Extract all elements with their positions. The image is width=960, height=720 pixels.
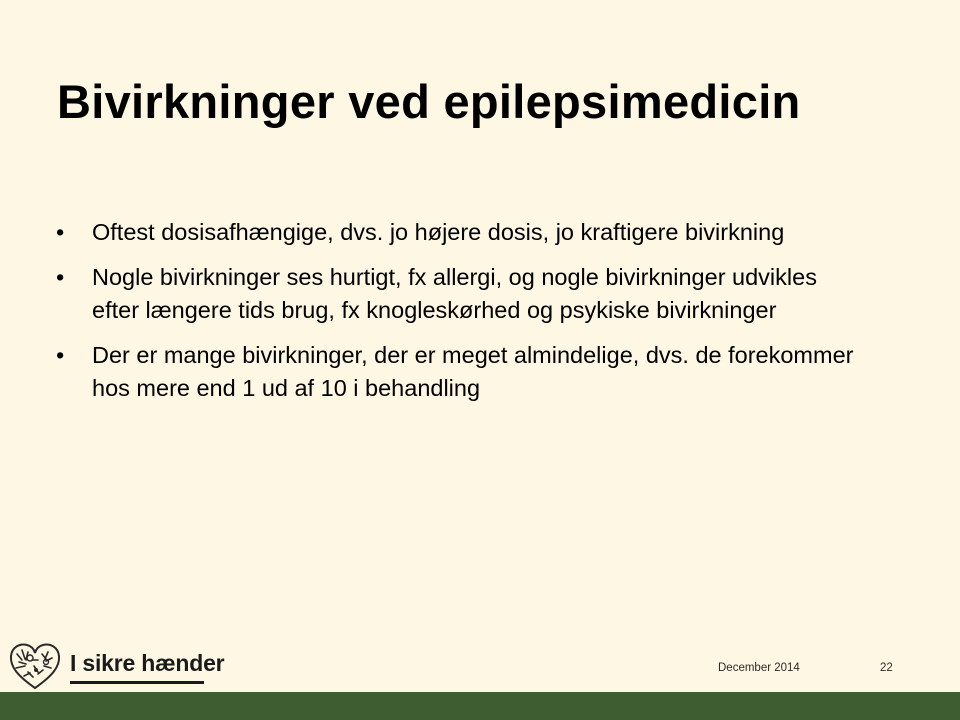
bullet-item [56, 216, 856, 249]
bullet-marker: • [56, 219, 65, 245]
page-number: 22 [880, 662, 893, 674]
bullet-text: Oftest dosisafhængige, dvs. jo højere dosis, jo kraftigere bivirkning [92, 219, 785, 245]
logo-underline [70, 681, 204, 684]
bullet-item [56, 261, 856, 327]
slide-title: Bivirkninger ved epilepsimedicin [57, 75, 801, 128]
heart-logo-icon [8, 640, 62, 692]
bullet-list [56, 216, 856, 417]
bullet-text: Nogle bivirkninger ses hurtigt, fx allergi, og nogle bivirkninger udvikles efter længere tids brug, fx knogleskørhed og psykiske bivirkninger [92, 264, 817, 323]
bullet-item [56, 339, 856, 405]
bullet-marker: • [56, 264, 65, 290]
logo-text: I sikre hænder [70, 650, 225, 676]
bullet-text: Der er mange bivirkninger, der er meget almindelige, dvs. de forekommer hos mere end 1 ud af 10 i behandling [92, 342, 854, 401]
footer-date: December 2014 [718, 662, 800, 674]
logo [8, 640, 225, 692]
bullet-marker: • [56, 342, 65, 368]
bottom-bar [0, 692, 960, 720]
